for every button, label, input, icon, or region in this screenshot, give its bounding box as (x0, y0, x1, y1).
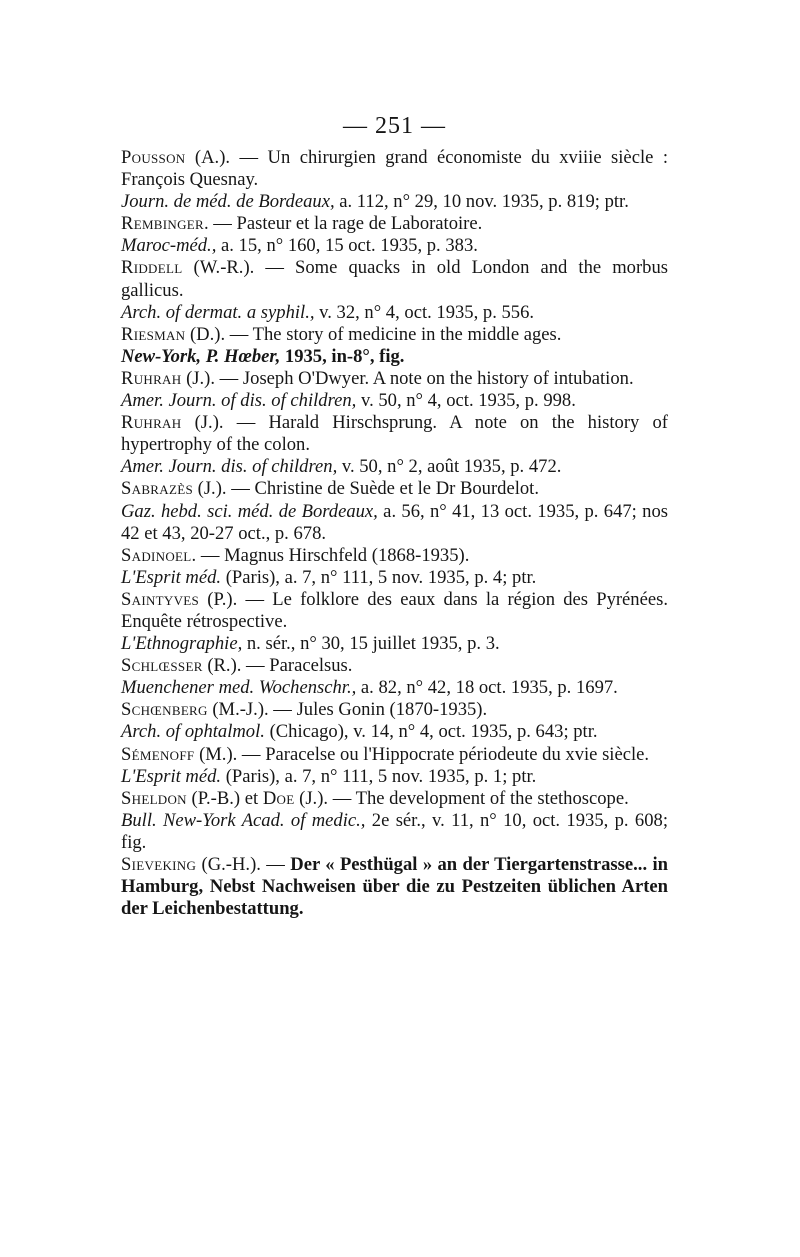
entry-journal: L'Ethnographie, (121, 633, 243, 655)
entry-initials: (G.-H.). — (196, 854, 291, 875)
entry-author: Sadinoel (121, 544, 192, 566)
entry-details: a. 56, n° 41, 13 oct. 1935, p. 647; nos 42 et 43, 20-27 oct., p. 678. (121, 500, 668, 544)
entry-details: v. 32, n° 4, oct. 1935, p. 556. (314, 301, 535, 323)
entry-title: Christine de Suède et le Dr Bourdelot. (254, 478, 539, 500)
entry-details: 2e sér., v. 11, n° 10, oct. 1935, p. 608; fig. (121, 809, 668, 853)
entry-details: v. 50, n° 2, août 1935, p. 472. (337, 456, 562, 478)
entry-details: (Chicago), v. 14, n° 4, oct. 1935, p. 643; ptr. (264, 721, 598, 743)
entry-initials: (D.). — (185, 323, 253, 345)
entry-journal: New-York, P. Hœber, (121, 345, 281, 367)
entry-journal: L'Esprit méd. (121, 566, 222, 588)
entry-author: Sieveking (121, 854, 197, 875)
bibliography-entry (121, 655, 668, 699)
entry-citation (121, 346, 668, 368)
entry-initials: (P.-B.) et (186, 787, 263, 809)
entry-author: Sémenoff (121, 743, 195, 765)
bibliography-entry (121, 589, 668, 655)
entry-title: Jules Gonin (1870-1935). (296, 699, 488, 721)
entry-author: Saintyves (121, 588, 200, 610)
bibliography-list (121, 147, 668, 920)
entry-details: a. 15, n° 160, 15 oct. 1935, p. 383. (216, 235, 478, 257)
entry-citation (121, 302, 668, 324)
entry-initials: . — (204, 213, 237, 235)
bibliography-entry (121, 788, 668, 854)
entry-title: Pasteur et la rage de Laboratoire. (236, 213, 483, 235)
entry-initials: (A.). — (185, 147, 268, 168)
entry-initials: (P.). — (199, 588, 273, 610)
entry-citation (121, 721, 668, 743)
entry-initials: (R.). — (202, 655, 270, 677)
entry-title: The story of medicine in the middle ages. (252, 323, 562, 345)
entry-title: Le folklore des eaux dans la région des Pyrénées. Enquête rétrospective. (121, 588, 668, 632)
entry-details: (Paris), a. 7, n° 111, 5 nov. 1935, p. 4; ptr. (221, 566, 537, 588)
entry-journal: Bull. New-York Acad. of medic., (121, 809, 366, 831)
entry-title: Paracelsus. (269, 655, 353, 677)
entry-journal: Amer. Journ. of dis. of children, (121, 390, 357, 412)
entry-author: Sheldon (121, 787, 187, 809)
entry-citation (121, 633, 668, 655)
bibliography-entry (121, 412, 668, 478)
entry-author: Riddell (121, 257, 183, 279)
bibliography-entry (121, 147, 668, 213)
entry-initials: . — (191, 544, 225, 566)
entry-citation (121, 501, 668, 545)
entry-details: a. 82, n° 42, 18 oct. 1935, p. 1697. (356, 677, 618, 699)
entry-citation (121, 810, 668, 854)
bibliography-entry (121, 478, 668, 544)
entry-author: Rembinger (121, 213, 204, 235)
entry-initials: (W.-R.). — (182, 257, 296, 279)
entry-journal: Maroc-méd., (121, 235, 217, 257)
page-number: — 251 — (343, 113, 446, 139)
entry-details: n. sér., n° 30, 15 juillet 1935, p. 3. (242, 633, 500, 655)
bibliography-entry (121, 368, 668, 412)
entry-title: Magnus Hirschfeld (1868-1935). (224, 544, 470, 566)
entry-title: Harald Hirschsprung. A note on the history of hypertrophy of the colon. (121, 412, 668, 456)
entry-author: Ruhrah (121, 412, 182, 434)
entry-citation (121, 235, 668, 257)
entry-details: a. 112, n° 29, 10 nov. 1935, p. 819; ptr. (334, 191, 629, 213)
entry-citation (121, 456, 668, 478)
entry-title: Some quacks in old London and the morbus gallicus. (121, 257, 668, 301)
entry-citation (121, 677, 668, 699)
entry-citation (121, 390, 668, 412)
entry-journal: Gaz. hebd. sci. méd. de Bordeaux, (121, 500, 378, 522)
entry-author: Pousson (121, 147, 186, 168)
entry-title: Un chirurgien grand économiste du xviiie siècle : François Quesnay. (121, 147, 668, 191)
entry-title: Paracelse ou l'Hippocrate périodeute du xvie siècle. (265, 743, 650, 765)
entry-title: Der « Pesthügal » an der Tiergartenstrasse... in Hamburg, Nebst Nachweisen über die zu Pestzeiten üblichen Arten der Leichenbestattung. (121, 854, 669, 920)
entry-citation (121, 766, 668, 788)
entry-journal: Journ. de méd. de Bordeaux, (121, 191, 335, 213)
entry-journal: Amer. Journ. dis. of children, (121, 456, 338, 478)
entry-citation (121, 567, 668, 589)
entry-journal: L'Esprit méd. (121, 765, 222, 787)
entry-author: Riesman (121, 323, 186, 345)
entry-details: v. 50, n° 4, oct. 1935, p. 998. (356, 390, 576, 412)
entry-initials: (J.). — (181, 367, 243, 389)
bibliography-entry (121, 699, 668, 743)
entry-author: Schlœsser (121, 655, 203, 677)
entry-author: Ruhrah (121, 367, 182, 389)
bibliography-entry (121, 324, 668, 368)
entry-journal: Arch. of dermat. a syphil., (121, 301, 315, 323)
entry-journal: Muenchener med. Wochenschr., (121, 677, 357, 699)
bibliography-entry (121, 744, 668, 788)
entry-initials: (M.). — (194, 743, 266, 765)
entry-title: The development of the stethoscope. (355, 787, 629, 809)
bibliography-entry (121, 213, 668, 257)
entry-author: Schœnberg (121, 699, 208, 721)
entry-title: Joseph O'Dwyer. A note on the history of intubation. (242, 367, 634, 389)
entry-author: Sabrazès (121, 478, 193, 500)
bibliography-entry (121, 854, 668, 920)
entry-details: (Paris), a. 7, n° 111, 5 nov. 1935, p. 1; ptr. (221, 765, 537, 787)
entry-initials: (M.-J.). — (207, 699, 297, 721)
entry-initials: (J.). — (181, 412, 269, 434)
entry-coauthor-initials: (J.). — (294, 787, 356, 809)
entry-initials: (J.). — (192, 478, 255, 500)
entry-coauthor: Doe (262, 787, 295, 809)
bibliography-entry (121, 257, 668, 323)
entry-journal: Arch. of ophtalmol. (121, 721, 265, 743)
entry-details: 1935, in-8°, fig. (280, 345, 405, 367)
entry-citation (121, 191, 668, 213)
bibliography-entry (121, 545, 668, 589)
